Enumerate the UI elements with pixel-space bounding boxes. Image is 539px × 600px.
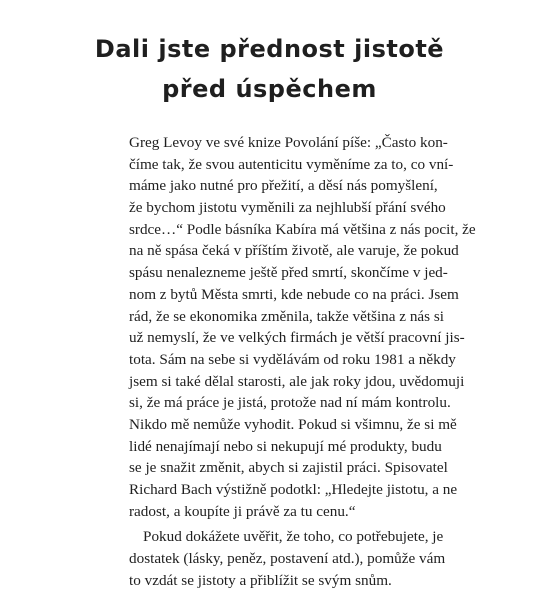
text-line: to vzdát se jistoty a přiblížit se svým snům. [129, 571, 392, 589]
text-line: tota. Sám na sebe si vydělávám od roku 1981 a někdy [129, 350, 456, 368]
body-text [129, 132, 476, 591]
text-line: rád, že se ekonomika změnila, takže většina z nás si [129, 307, 445, 325]
text-line: už nemyslí, že ve velkých firmách je větší pracovní jis- [129, 329, 465, 347]
paragraph-2 [129, 526, 446, 591]
text-line: Richard Bach výstižně podotkl: „Hledejte jistotu, a ne [129, 481, 458, 498]
text-line: spásu nenalezneme ještě před smrtí, skončíme v jed- [129, 264, 448, 282]
paragraph-1 [129, 132, 476, 522]
chapter-title-line-1: Dali jste přednost jistotě [94, 35, 445, 63]
text-line: na ně spása čeká v příštím životě, ale varuje, že pokud [129, 242, 459, 260]
text-line: srdce…“ Podle básníka Kabíra má většina z nás pocit, že [129, 220, 476, 238]
text-line: že bychom jistotu vyměnili za nejhlubší přání svého [129, 199, 446, 217]
text-line: jsem si také dělal starosti, ale jak roky jdou, uvědomuji [129, 372, 465, 390]
text-line: Nikdo mě nemůže vyhodit. Pokud si všimnu, že si mě [129, 415, 457, 433]
text-line: Pokud dokážete uvěřit, že toho, co potřebujete, je [143, 528, 444, 546]
text-line: Greg Levoy ve své knize Povolání píše: „Často kon- [129, 134, 448, 151]
chapter-title-line-2: před úspěchem [162, 75, 377, 103]
text-line: nom z bytů Města smrti, kde nebude co na práci. Jsem [129, 285, 459, 303]
text-line: se je snažit změnit, abych si zajistil práci. Spisovatel [129, 459, 448, 477]
text-line: si, že má práce je jistá, protože nad ní mám kontrolu. [129, 394, 451, 412]
text-line: číme tak, že svou autenticitu vyměníme za to, co vní- [129, 155, 454, 173]
text-line: dostatek (lásky, peněz, postavení atd.), pomůže vám [129, 550, 446, 568]
text-line: radost, a koupíte ji právě za tu cenu.“ [129, 502, 356, 520]
text-line: máme jako nutné pro přežití, a děsí nás pomyšlení, [129, 177, 438, 195]
text-line: lidé nenajímají nebo si nekupují mé produkty, budu [129, 437, 442, 455]
